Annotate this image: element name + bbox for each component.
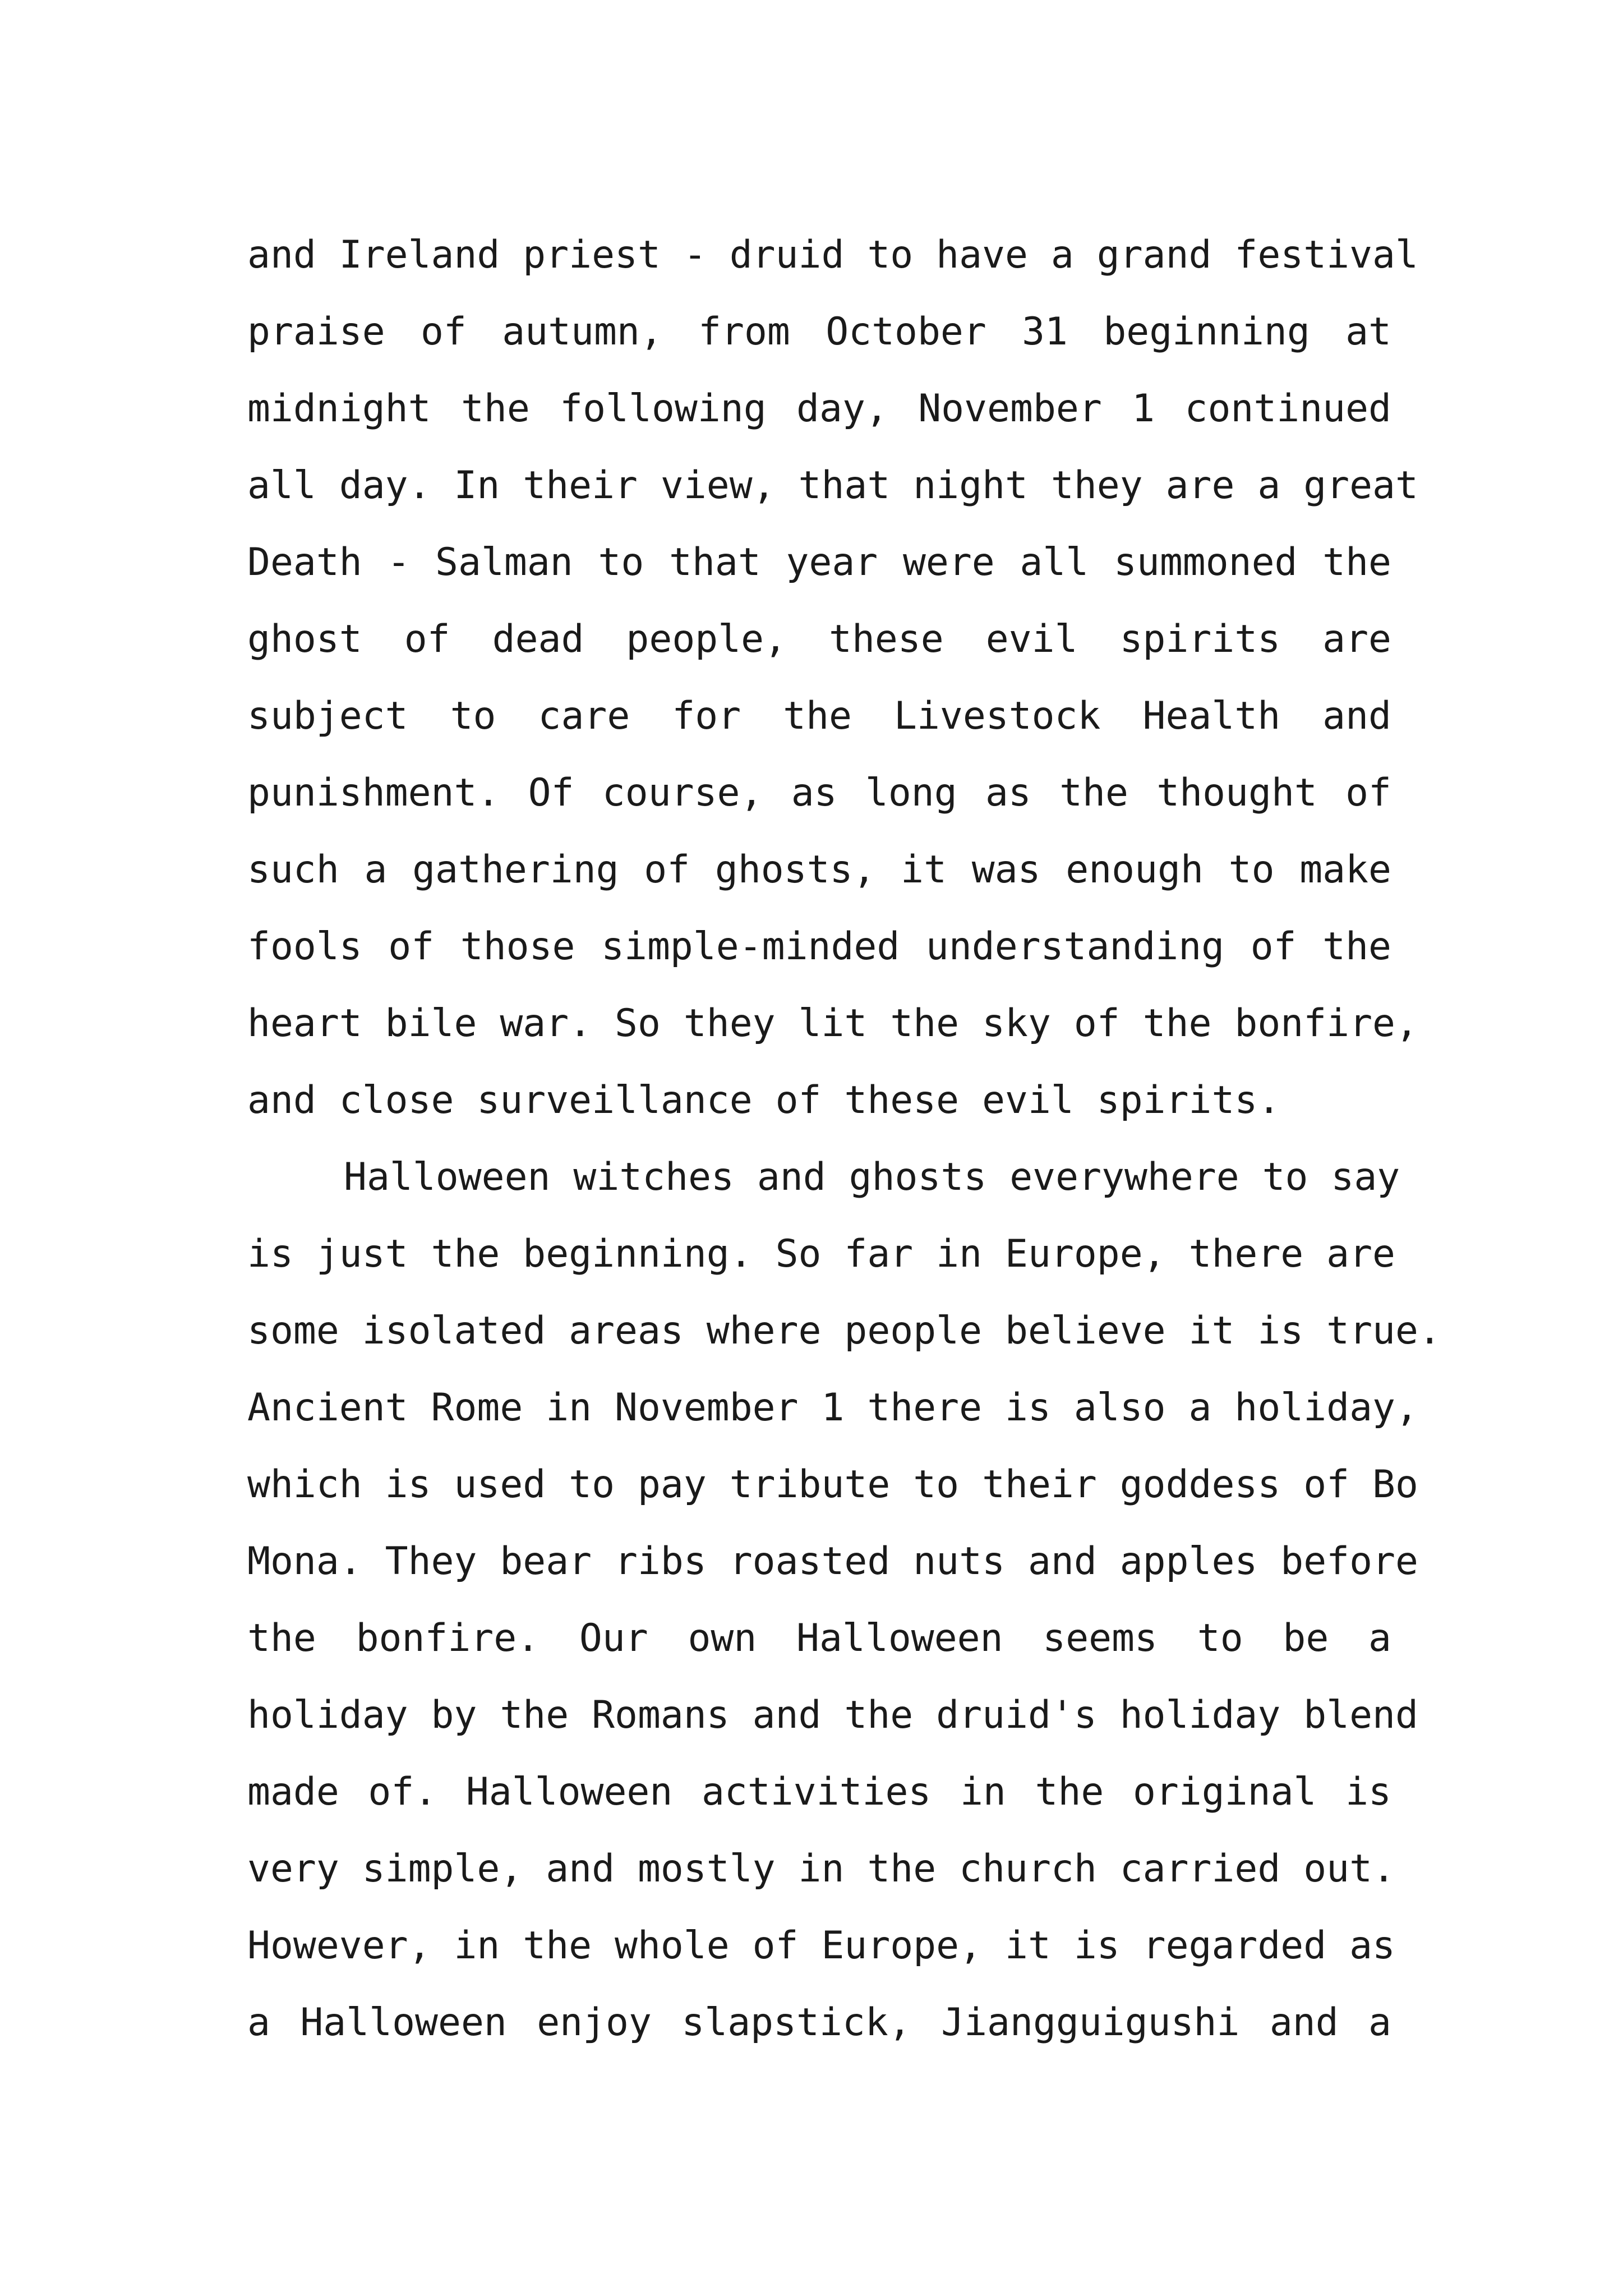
- text-line: praise of autumn, from October 31 beginning at: [247, 310, 1391, 354]
- text-line: Ancient Rome in November 1 there is also a holiday,: [247, 1386, 1418, 1430]
- paragraph-2: [247, 1139, 1441, 2061]
- text-line: However, in the whole of Europe, it is regarded as: [247, 1924, 1395, 1968]
- text-line: is just the beginning. So far in Europe, there are: [247, 1232, 1395, 1276]
- text-line: Halloween witches and ghosts everywhere to say: [344, 1155, 1400, 1199]
- text-line: the bonfire. Our own Halloween seems to be a: [247, 1616, 1391, 1660]
- body-text: [247, 217, 1441, 2061]
- text-line: which is used to pay tribute to their goddess of Bo: [247, 1462, 1418, 1507]
- text-line: Mona. They bear ribs roasted nuts and apples before: [247, 1539, 1418, 1584]
- text-line: heart bile war. So they lit the sky of the bonfire,: [247, 1001, 1418, 1046]
- text-line: punishment. Of course, as long as the thought of: [247, 771, 1391, 815]
- text-line: a Halloween enjoy slapstick, Jiangguigushi and a: [247, 2000, 1391, 2045]
- text-line: made of. Halloween activities in the original is: [247, 1770, 1391, 1814]
- text-line: and Ireland priest - druid to have a grand festival: [247, 233, 1418, 277]
- text-line: very simple, and mostly in the church carried out.: [247, 1847, 1395, 1891]
- paragraph-1: [247, 217, 1418, 1139]
- text-line: some isolated areas where people believe it is true.: [247, 1309, 1441, 1353]
- text-line: all day. In their view, that night they are a great: [247, 463, 1418, 508]
- text-line: fools of those simple-minded understanding of the: [247, 924, 1391, 969]
- text-line: subject to care for the Livestock Health and: [247, 694, 1391, 738]
- text-line: midnight the following day, November 1 continued: [247, 386, 1391, 431]
- text-line: Death - Salman to that year were all summoned the: [247, 540, 1391, 585]
- text-line: such a gathering of ghosts, it was enough to make: [247, 848, 1391, 892]
- text-line: ghost of dead people, these evil spirits are: [247, 617, 1391, 661]
- text-line: and close surveillance of these evil spirits.: [247, 1078, 1281, 1122]
- text-line: holiday by the Romans and the druid's holiday blend: [247, 1693, 1418, 1737]
